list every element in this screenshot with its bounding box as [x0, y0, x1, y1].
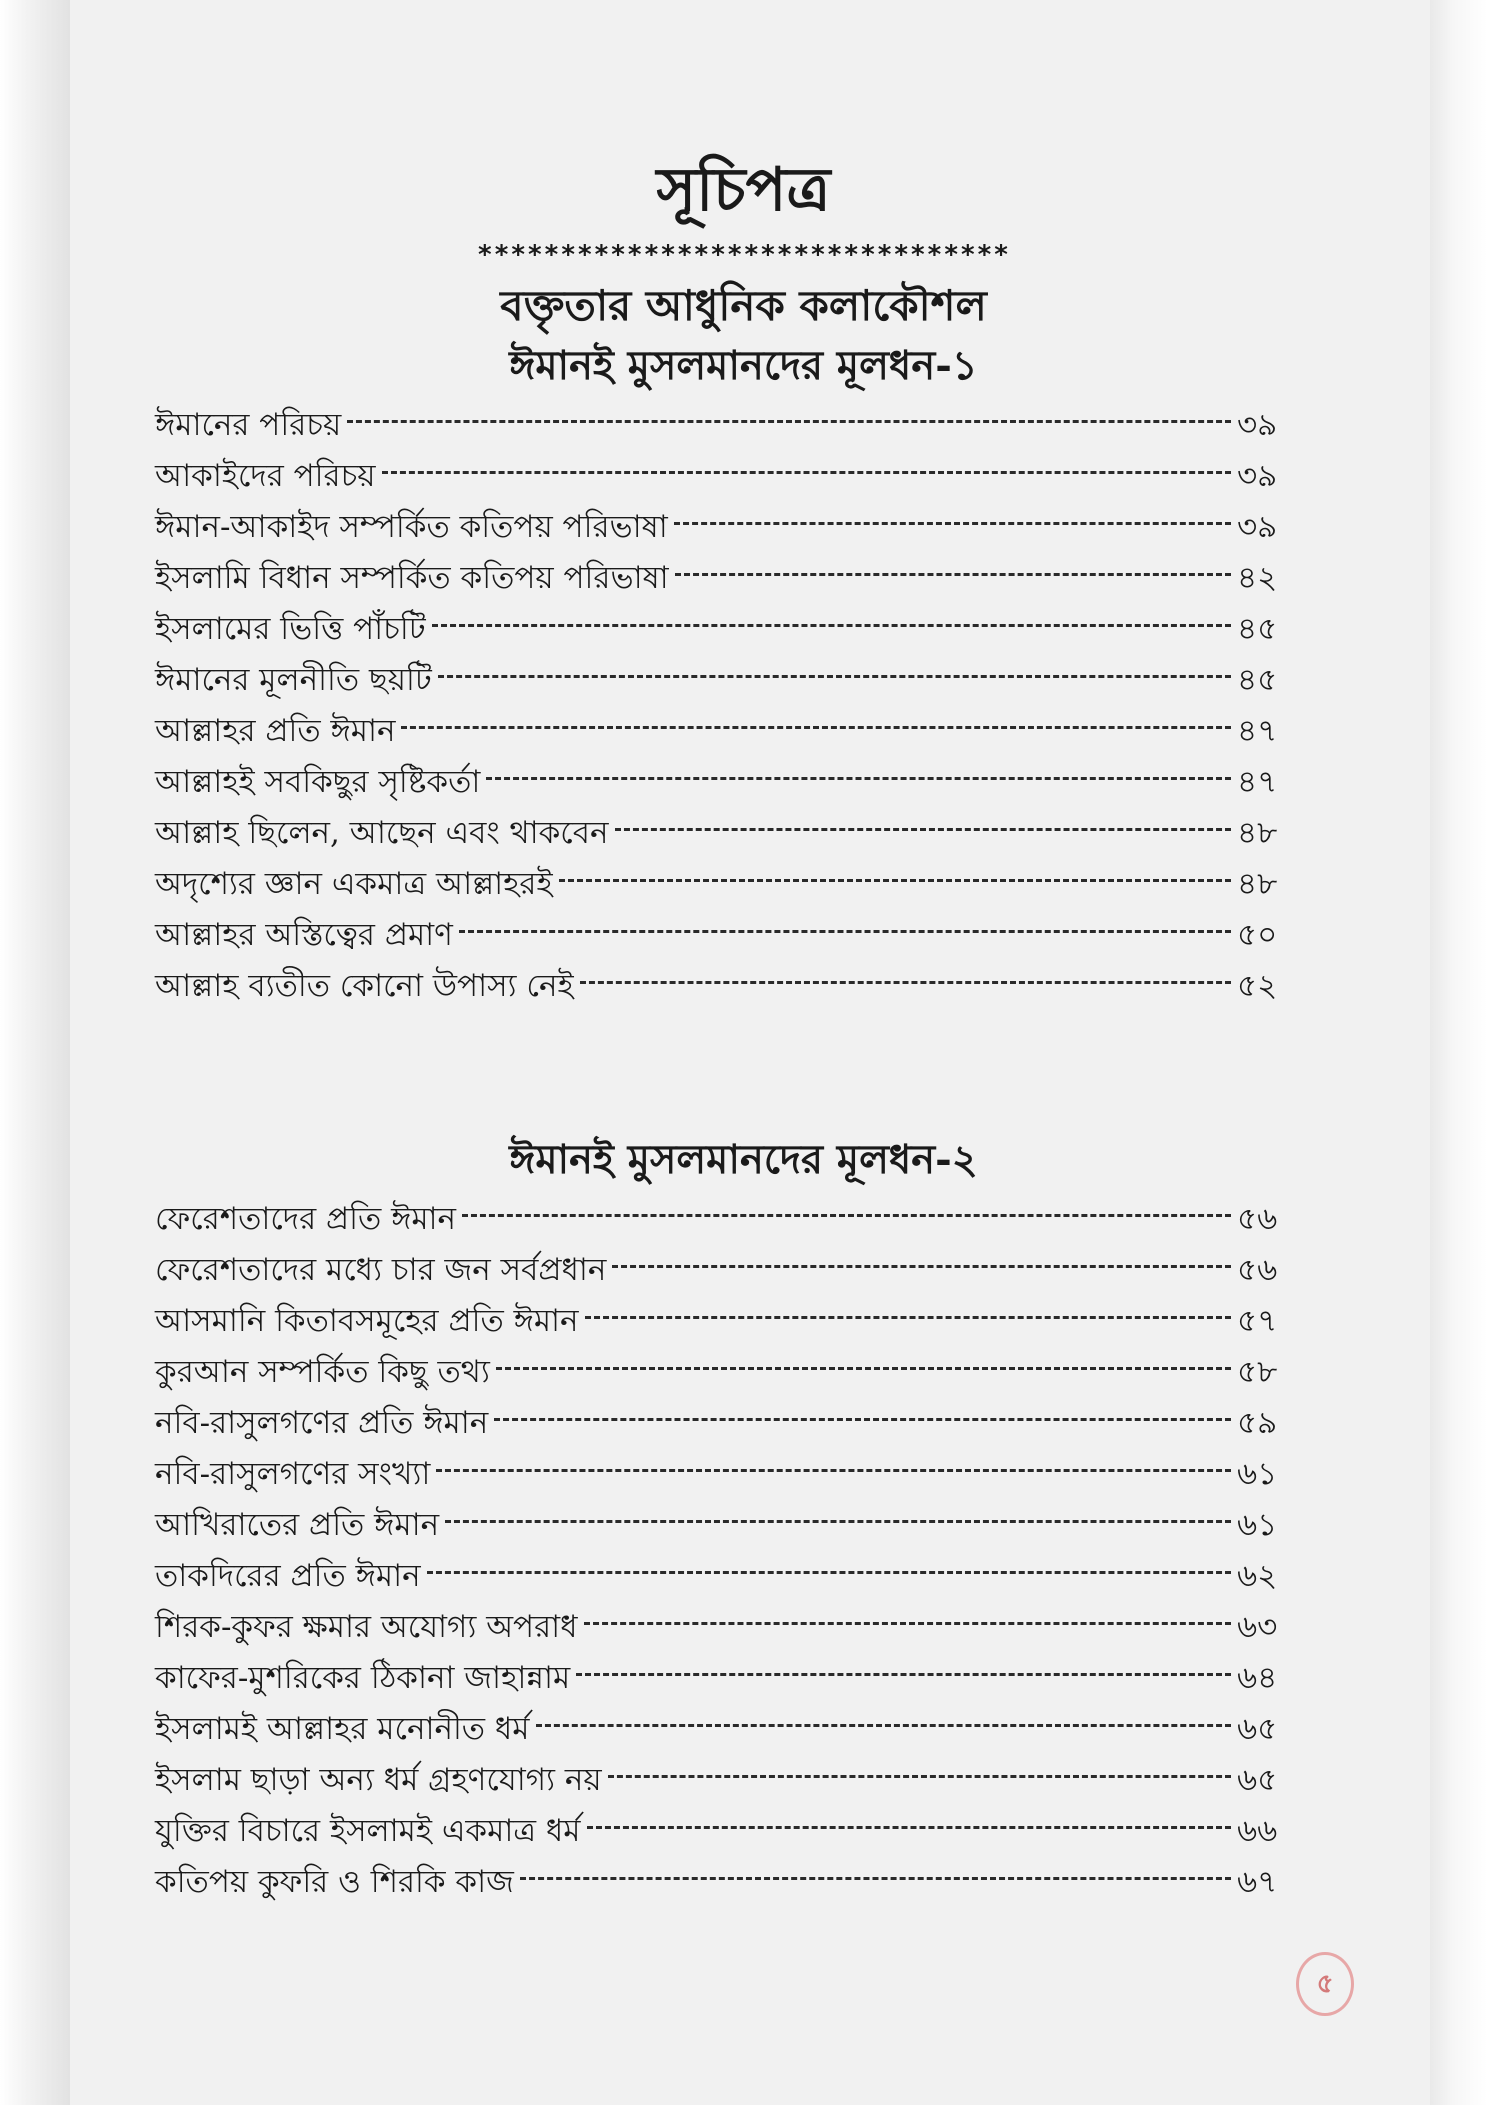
toc-entry-page: ৩৯ [1237, 458, 1278, 494]
toc-entry[interactable] [155, 1245, 1305, 1296]
dot-leader [347, 420, 1231, 423]
toc-entry-label: ঈমানের পরিচয় [155, 407, 342, 443]
toc-entry-page: ৩৯ [1237, 509, 1278, 545]
toc-entry-page: ৪৭ [1237, 764, 1278, 800]
toc-entry-page: ৫৮ [1237, 1354, 1278, 1390]
toc-entry-label: আল্লাহই সবকিছুর সৃষ্টিকর্তা [155, 764, 481, 800]
dot-leader [584, 1622, 1231, 1625]
toc-entry-page: ৬৪ [1237, 1660, 1278, 1696]
toc-entry[interactable] [155, 1857, 1305, 1908]
dot-leader [675, 573, 1231, 576]
toc-entry[interactable] [155, 400, 1305, 451]
toc-entry-label: অদৃশ্যের জ্ঞান একমাত্র আল্লাহরই [155, 866, 553, 902]
toc-entry-label: আল্লাহ ব্যতীত কোনো উপাস্য নেই [155, 968, 574, 1004]
dot-leader [612, 1265, 1231, 1268]
toc-entry[interactable] [155, 859, 1305, 910]
dot-leader [536, 1724, 1231, 1727]
toc-entry-label: ইসলাম ছাড়া অন্য ধর্ম গ্রহণযোগ্য নয় [155, 1762, 602, 1798]
toc-entry[interactable] [155, 451, 1305, 502]
toc-entry-label: আসমানি কিতাবসমূহের প্রতি ঈমান [155, 1303, 579, 1339]
toc-entry-page: ৬৩ [1237, 1609, 1278, 1645]
dot-leader [615, 828, 1231, 831]
dot-leader [436, 1469, 1231, 1472]
toc-entry[interactable] [155, 706, 1305, 757]
dot-leader [585, 1316, 1231, 1319]
toc-entry-label: ঈমানের মূলনীতি ছয়টি [155, 662, 432, 698]
dot-leader [496, 1367, 1231, 1370]
toc-entry-page: ৫২ [1237, 968, 1278, 1004]
toc-entry[interactable] [155, 502, 1305, 553]
toc-entry-label: কাফের-মুশরিকের ঠিকানা জাহান্নাম [155, 1660, 571, 1696]
toc-entry-page: ৬১ [1237, 1456, 1278, 1492]
toc-entry-page: ৬৭ [1237, 1864, 1278, 1900]
toc-entry-page: ৫০ [1237, 917, 1278, 953]
toc-entry-label: আখিরাতের প্রতি ঈমান [155, 1507, 440, 1543]
toc-entry-page: ৪২ [1237, 560, 1278, 596]
dot-leader [438, 675, 1231, 678]
dot-leader [486, 777, 1231, 780]
dot-leader [427, 1571, 1231, 1574]
toc-entry-label: আকাইদের পরিচয় [155, 458, 376, 494]
toc-entry-page: ৪৭ [1237, 713, 1278, 749]
toc-entry[interactable] [155, 910, 1305, 961]
page-number-stamp: ৫ [1296, 1952, 1354, 2016]
toc-entry[interactable] [155, 1194, 1305, 1245]
dot-leader [459, 930, 1231, 933]
dot-leader [559, 879, 1231, 882]
dot-leader [401, 726, 1231, 729]
dot-leader [608, 1775, 1231, 1778]
dot-leader [580, 981, 1231, 984]
toc-entry[interactable] [155, 604, 1305, 655]
toc-entry[interactable] [155, 1653, 1305, 1704]
dot-leader [382, 471, 1231, 474]
toc-entry[interactable] [155, 1500, 1305, 1551]
chapter-subtitle: বক্তৃতার আধুনিক কলাকৌশল [500, 281, 987, 330]
dot-leader [432, 624, 1231, 627]
toc-entry-page: ৬৫ [1237, 1762, 1278, 1798]
toc-entry[interactable] [155, 961, 1305, 1012]
toc-entry[interactable] [155, 808, 1305, 859]
toc-entry-label: ইসলামই আল্লাহর মনোনীত ধর্ম [155, 1711, 530, 1747]
dot-leader [462, 1214, 1231, 1217]
toc-entry-page: ৫৯ [1237, 1405, 1278, 1441]
toc-entry-label: তাকদিরের প্রতি ঈমান [155, 1558, 421, 1594]
toc-entry-page: ৩৯ [1237, 407, 1278, 443]
toc-entry[interactable] [155, 1449, 1305, 1500]
toc-entry[interactable] [155, 553, 1305, 604]
toc-entry-page: ৪৫ [1237, 662, 1278, 698]
toc-entry-label: ঈমান-আকাইদ সম্পর্কিত কতিপয় পরিভাষা [155, 509, 668, 545]
dot-leader [520, 1877, 1231, 1880]
toc-entry-label: আল্লাহর প্রতি ঈমান [155, 713, 396, 749]
toc-entry[interactable] [155, 1398, 1305, 1449]
toc-entry-label: কতিপয় কুফরি ও শিরকি কাজ [155, 1864, 514, 1900]
toc-entry-label: নবি-রাসুলগণের প্রতি ঈমান [155, 1405, 489, 1441]
toc-entry[interactable] [155, 1347, 1305, 1398]
dot-leader [494, 1418, 1231, 1421]
toc-entry-page: ৬২ [1237, 1558, 1278, 1594]
toc-entry-page: ৫৭ [1237, 1303, 1278, 1339]
toc-entry-page: ৪৮ [1237, 815, 1278, 851]
toc-entry[interactable] [155, 1296, 1305, 1347]
toc-entry-page: ৫৬ [1237, 1252, 1278, 1288]
toc-entry-label: যুক্তির বিচারে ইসলামই একমাত্র ধর্ম [155, 1813, 581, 1849]
toc-entry-label: ফেরেশতাদের প্রতি ঈমান [155, 1201, 457, 1237]
toc-list-section-1 [155, 400, 1305, 1012]
toc-entry-label: ইসলামের ভিত্তি পাঁচটি [155, 611, 426, 647]
toc-entry-page: ৬৫ [1237, 1711, 1278, 1747]
section-heading-1: ঈমানই মুসলমানদের মূলধন-১ [509, 342, 978, 389]
toc-entry-page: ৪৮ [1237, 866, 1278, 902]
toc-entry-label: ইসলামি বিধান সম্পর্কিত কতিপয় পরিভাষা [155, 560, 669, 596]
toc-entry[interactable] [155, 1704, 1305, 1755]
toc-entry[interactable] [155, 1806, 1305, 1857]
toc-entry[interactable] [155, 1755, 1305, 1806]
section-heading-2: ঈমানই মুসলমানদের মূলধন-২ [509, 1136, 978, 1183]
decorative-star-divider: ******************************** [477, 240, 1010, 270]
dot-leader [587, 1826, 1231, 1829]
toc-entry-label: আল্লাহর অস্তিত্বের প্রমাণ [155, 917, 453, 953]
toc-entry-page: ৬১ [1237, 1507, 1278, 1543]
toc-entry[interactable] [155, 757, 1305, 808]
toc-entry[interactable] [155, 1602, 1305, 1653]
toc-entry[interactable] [155, 1551, 1305, 1602]
toc-list-section-2 [155, 1194, 1305, 1908]
toc-entry-page: ৬৬ [1237, 1813, 1278, 1849]
toc-entry[interactable] [155, 655, 1305, 706]
toc-entry-label: কুরআন সম্পর্কিত কিছু তথ্য [155, 1354, 490, 1390]
page-title: সূচিপত্র [656, 155, 831, 225]
dot-leader [576, 1673, 1231, 1676]
toc-entry-page: ৪৫ [1237, 611, 1278, 647]
toc-entry-page: ৫৬ [1237, 1201, 1278, 1237]
toc-entry-label: শিরক-কুফর ক্ষমার অযোগ্য অপরাধ [155, 1609, 578, 1645]
toc-entry-label: ফেরেশতাদের মধ্যে চার জন সর্বপ্রধান [155, 1252, 607, 1288]
toc-entry-label: নবি-রাসুলগণের সংখ্যা [155, 1456, 431, 1492]
dot-leader [674, 522, 1231, 525]
dot-leader [445, 1520, 1231, 1523]
toc-entry-label: আল্লাহ ছিলেন, আছেন এবং থাকবেন [155, 815, 609, 851]
